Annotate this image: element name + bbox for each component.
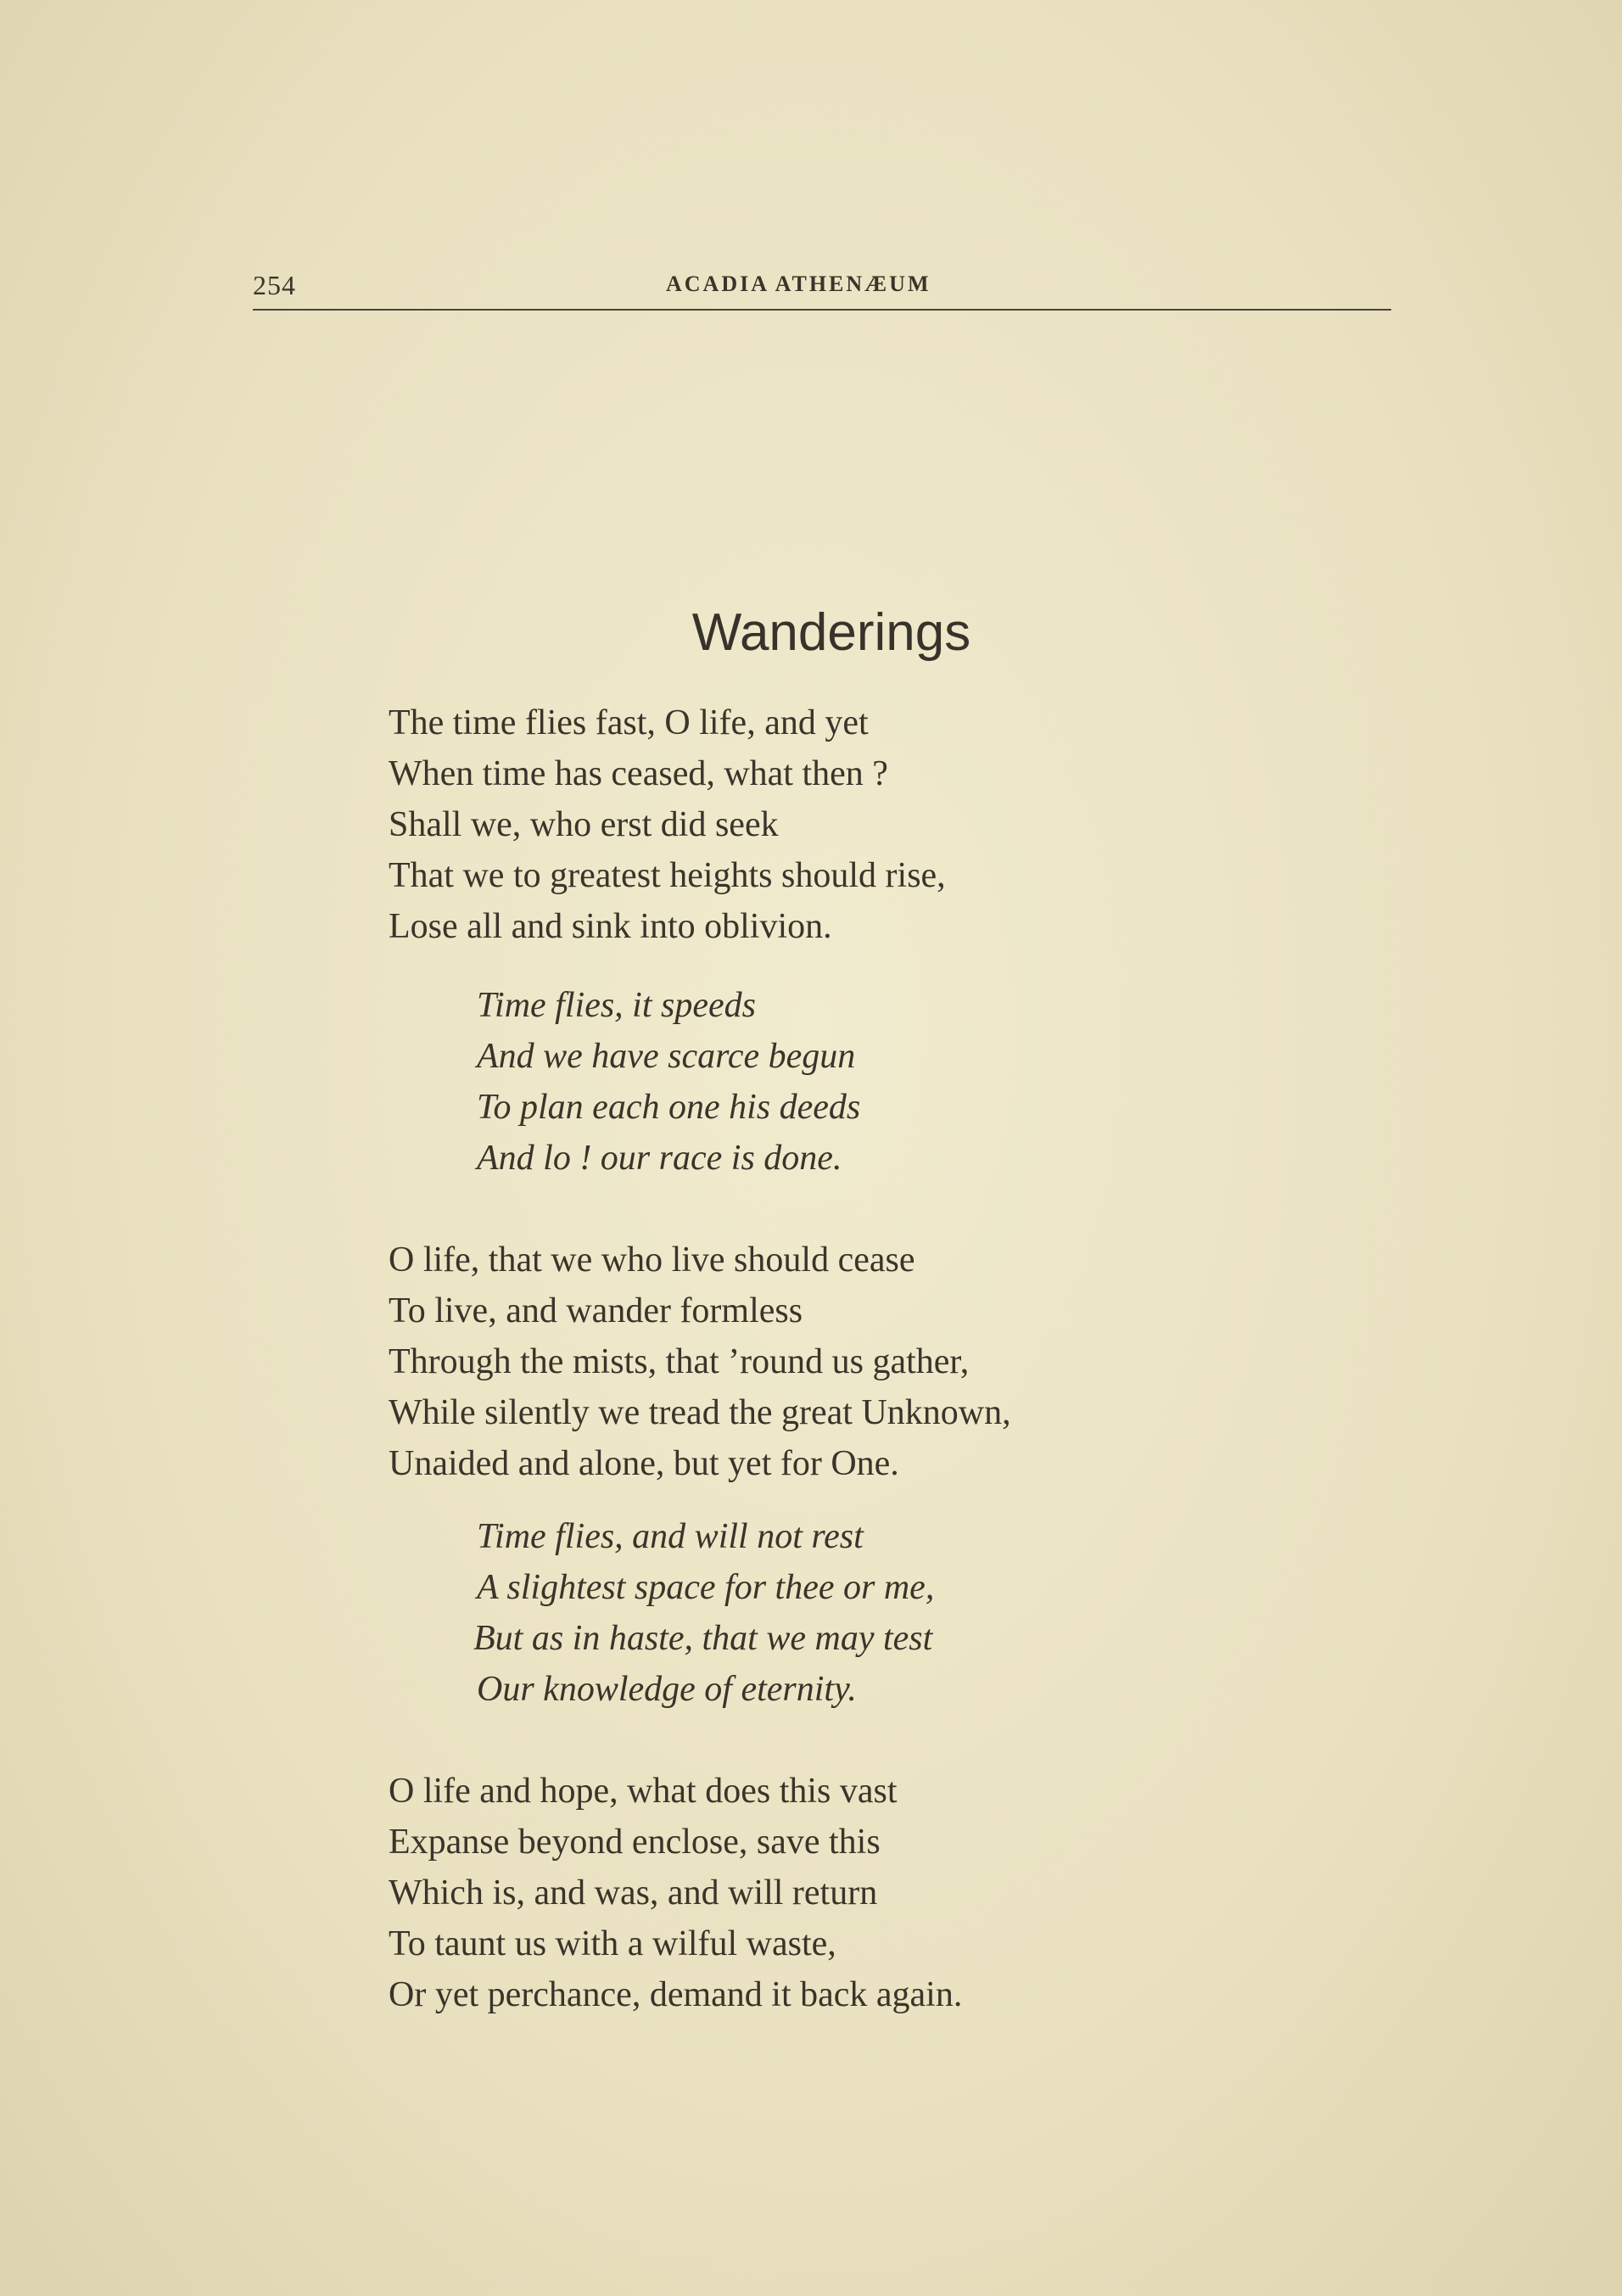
poem-line: Through the mists, that ’round us gather,	[389, 1342, 970, 1381]
poem-line: While silently we tread the great Unknown,	[389, 1393, 1011, 1432]
refrain-1	[477, 980, 860, 1184]
poem-line: To live, and wander formless	[389, 1291, 803, 1330]
poem-line: That we to greatest heights should rise,	[389, 856, 946, 895]
refrain-line: A slightest space for thee or me,	[477, 1568, 935, 1607]
poem-line: O life and hope, what does this vast	[389, 1772, 898, 1811]
running-head: ACADIA ATHENÆUM	[666, 272, 931, 296]
stanza-3	[389, 1766, 962, 2020]
page-header	[253, 261, 1391, 309]
page-number: 254	[253, 270, 296, 300]
poem-line: Lose all and sink into oblivion.	[389, 907, 832, 946]
poem-line: Expanse beyond enclose, save this	[389, 1823, 881, 1862]
refrain-line: Our knowledge of eternity.	[477, 1670, 857, 1709]
refrain-line: And we have scarce begun	[477, 1037, 856, 1076]
poem-line: To taunt us with a wilful waste,	[389, 1924, 836, 1963]
stanza-1	[389, 697, 946, 952]
refrain-line: Time flies, and will not rest	[477, 1517, 864, 1556]
poem-line: When time has ceased, what then ?	[389, 754, 888, 793]
stanza-2	[389, 1235, 1011, 1489]
poem-line: The time flies fast, O life, and yet	[389, 703, 869, 742]
refrain-line: To plan each one his deeds	[477, 1088, 861, 1127]
refrain-line: But as in haste, that we may test	[473, 1619, 933, 1658]
poem-title: Wanderings	[691, 602, 971, 662]
header-rule	[253, 309, 1391, 311]
poem-line: Unaided and alone, but yet for One.	[389, 1444, 899, 1483]
poem-line: Or yet perchance, demand it back again.	[389, 1975, 963, 2014]
refrain-line: Time flies, it speeds	[477, 986, 756, 1025]
refrain-2	[473, 1511, 935, 1715]
poem-line: O life, that we who live should cease	[389, 1240, 915, 1280]
refrain-line: And lo ! our race is done.	[477, 1139, 842, 1178]
poem-line: Shall we, who erst did seek	[389, 805, 779, 844]
poem-line: Which is, and was, and will return	[389, 1873, 878, 1912]
